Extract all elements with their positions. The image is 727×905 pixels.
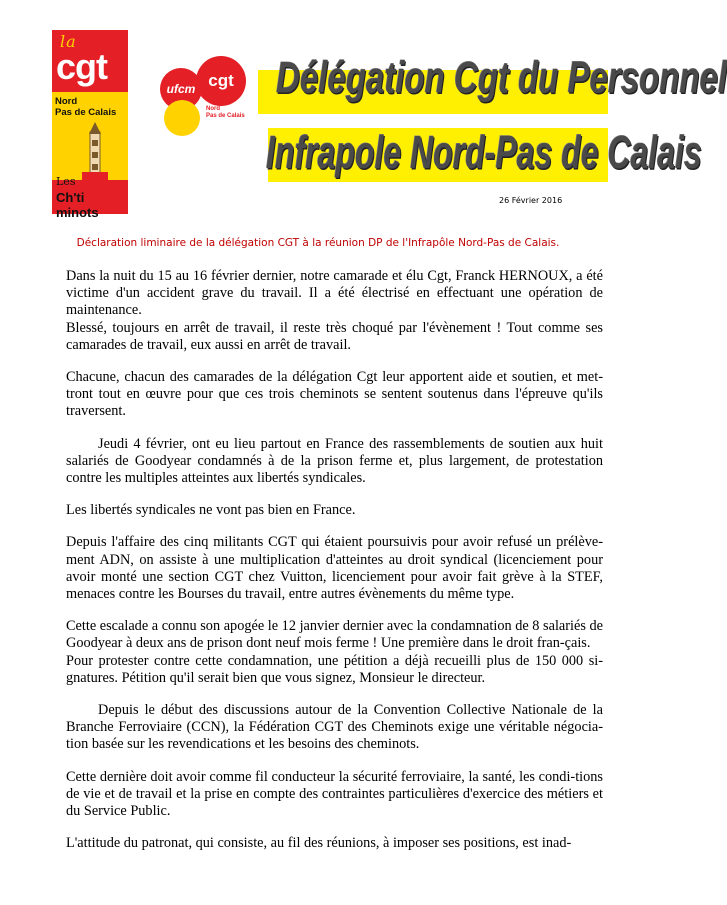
paragraph: Cette dernière doit avoir comme fil conducteur la sécurité ferroviaire, la santé, les condi-tions de vie et de travail et la prise en compte des contraintes particulières d'exercice des métiers et du Service Public.: [66, 768, 603, 820]
title-line1: Délégation Cgt du Personnel: [276, 52, 727, 102]
declaration-subtitle: Déclaration liminaire de la délégation CGT à la réunion DP de l'Infrapôle Nord-Pas de Calais.: [76, 237, 560, 249]
logo-region-line1: Nord: [55, 96, 78, 107]
ufcm-circle: ufcm: [160, 68, 202, 110]
logo2-region-line1: Nord: [206, 106, 220, 112]
ufcm-cgt-logo: [160, 56, 260, 136]
logo-top-text: la: [60, 32, 77, 51]
paragraph: Pour protester contre cette condamnation, une pétition a déjà recueilli plus de 150 000 si-gnatures. Pétition qu'il serait bien que vous signez, Monsieur le directeur.: [66, 652, 603, 686]
logo2-region: [206, 106, 245, 120]
logo-region-line2: Pas de Calais: [55, 107, 117, 118]
paragraph: Jeudi 4 février, ont eu lieu partout en France des rassemblements de soutien aux huit salariés de Goodyear condamnés à de la prison ferme et, plus largement, de protestation contre les multiples atteintes aux libertés syndicales.: [66, 435, 603, 487]
title-line2: Infrapole Nord-Pas de Calais: [266, 126, 702, 179]
paragraph: L'attitude du patronat, qui consiste, au fil des réunions, à imposer ses positions, est inad-: [66, 835, 572, 852]
belfry-icon: [82, 122, 108, 184]
logo-region: [55, 96, 116, 118]
logo-bottom-line2: Ch'ti minots: [56, 190, 99, 220]
cgt-circle: cgt: [196, 56, 246, 106]
logo-brand: cgt: [56, 46, 107, 87]
paragraph: Chacune, chacun des camarades de la délégation Cgt leur apportent aide et soutien, et met-tront tout en œuvre pour que ces trois cheminots se sentent soutenus dans l'épreuve qu'ils traversent.: [66, 369, 603, 420]
cgt-nord-pas-de-calais-logo: [52, 30, 128, 220]
paragraph: Dans la nuit du 15 au 16 février dernier, notre camarade et élu Cgt, Franck HERNOUX, a été victime d'un accident grave du travail. Il a été électrisé en effectuant une opération de maintenance.: [66, 268, 603, 319]
title-line1-box: [258, 52, 727, 114]
paragraph: Les libertés syndicales ne vont pas bien en France.: [66, 502, 356, 519]
document-date: 26 Février 2016: [499, 196, 563, 205]
title-line2-box: [266, 126, 702, 182]
logo2-region-line2: Pas de Calais: [206, 113, 245, 119]
paragraph: Blessé, toujours en arrêt de travail, il reste très choqué par l'évènement ! Tout comme ses camarades de travail, eux aussi en arrêt de travail.: [66, 319, 603, 353]
document-body: [66, 268, 603, 867]
belfry-circle-icon: [164, 100, 200, 136]
paragraph: Depuis le début des discussions autour de la Convention Collective Nationale de la Branche Ferroviaire (CCN), la Fédération CGT des Cheminots exige une véritable négocia-tion basée sur les revendications et les besoins des cheminots.: [66, 702, 603, 753]
paragraph: Cette escalade a connu son apogée le 12 janvier dernier avec la condamnation de 8 salariés de Goodyear à deux ans de prison dont neuf mois ferme ! Une première dans le droit fran-çais.: [66, 618, 603, 652]
logo-bottom-line1: Les: [56, 175, 76, 188]
paragraph: Depuis l'affaire des cinq militants CGT qui étaient poursuivis pour avoir refusé un prélève-ment ADN, on assiste à une multiplication d'atteintes au droit syndical (licenciement pour avoir monté une section CGT chez Vuitton, licenciement pour avoir fait grève à la STEF, menaces contre les Bourses du travail, entre autres évènements du même type.: [66, 534, 603, 603]
